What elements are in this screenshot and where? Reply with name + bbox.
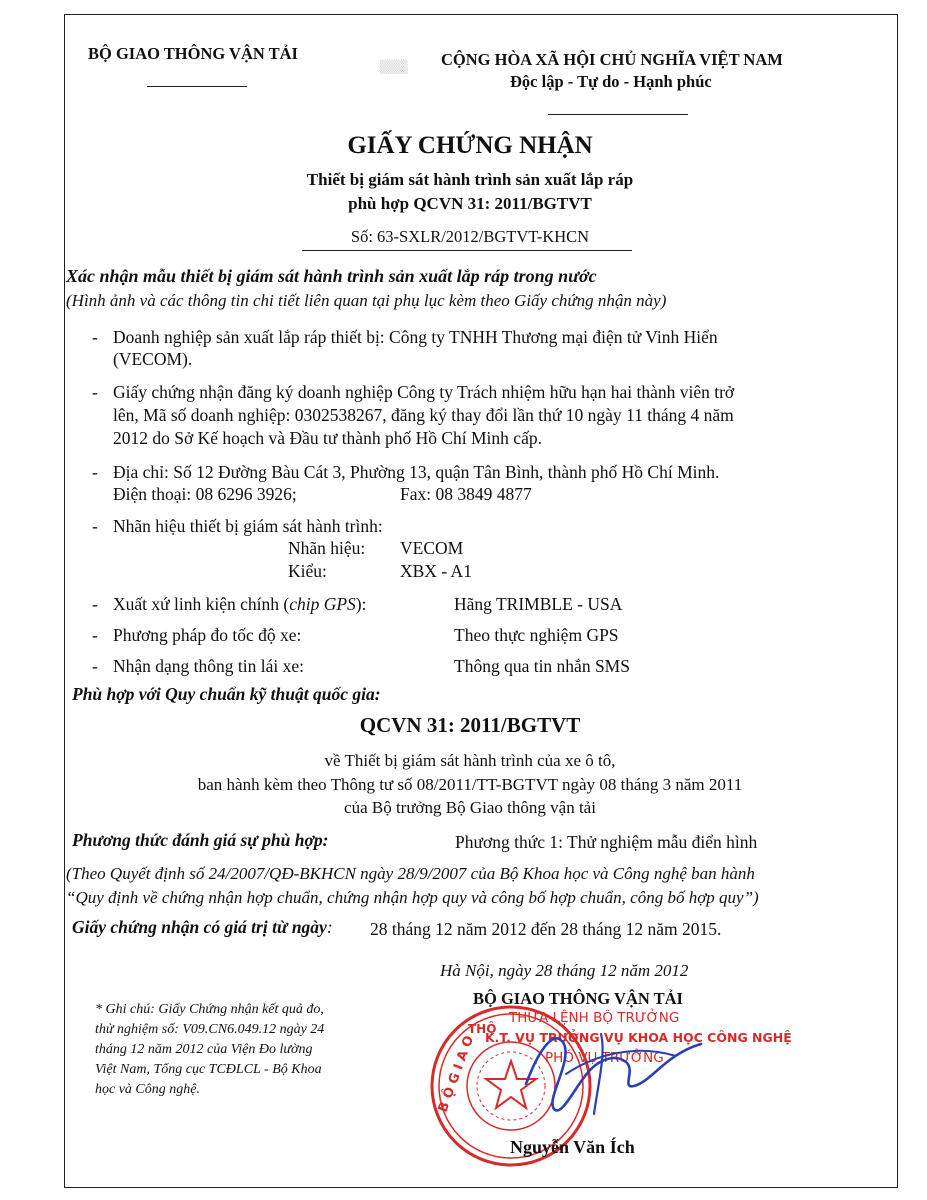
origin-label: [113, 594, 367, 615]
address-text: Địa chỉ: Số 12 Đường Bàu Cát 3, Phường 13, quận Tân Bình, thành phố Hồ Chí Minh.: [113, 462, 720, 482]
national-motto: Độc lập - Tự do - Hạnh phúc: [510, 72, 712, 91]
speed-label: Phương pháp đo tốc độ xe:: [113, 625, 302, 645]
assessment-note2: “Quy định về chứng nhận hợp chuẩn, chứng nhận hợp quy và công bố hợp chuẩn, công bố hợp quy”): [66, 888, 759, 907]
faded-stamp-mark: ▒▒▒: [380, 60, 408, 74]
footnote-line3: tháng 12 năm 2012 của Viện Đo lường: [95, 1042, 313, 1057]
footnote-line1: * Ghi chú: Giấy Chứng nhận kết quả đo,: [95, 1002, 324, 1017]
registration-line2: lên, Mã số doanh nghiệp: 0302538267, đăng ký thay đổi lần thứ 10 ngày 11 tháng 4 năm: [113, 405, 734, 425]
handwritten-signature: [506, 1014, 716, 1124]
enterprise-line1: Doanh nghiệp sản xuất lắp ráp thiết bị: Công ty TNHH Thương mại điện tử Vinh Hiển: [113, 327, 718, 347]
stamp-text-line1: THỪA LỆNH BỘ TRƯỞNG: [509, 1010, 680, 1026]
ministry-underline: [147, 86, 247, 87]
footnote-line2: thử nghiệm số: V09.CN6.049.12 ngày 24: [95, 1022, 325, 1037]
certificate-number: Số: 63-SXLR/2012/BGTVT-KHCN: [350, 227, 590, 246]
confirm-note: (Hình ảnh và các thông tin chi tiết liên quan tại phụ lục kèm theo Giấy chứng nhận này): [66, 291, 667, 310]
assessment-value: Phương thức 1: Thử nghiệm mẫu điển hình: [455, 832, 758, 852]
registration-line1: Giấy chứng nhận đăng ký doanh nghiệp Công ty Trách nhiệm hữu hạn hai thành viên trở: [113, 382, 735, 402]
origin-value: Hãng TRIMBLE - USA: [454, 594, 623, 614]
model-value: XBX - A1: [400, 561, 472, 581]
origin-label-chip: chip GPS: [289, 594, 356, 614]
assessment-note1: (Theo Quyết định số 24/2007/QĐ-BKHCN ngày 28/9/2007 của Bộ Khoa học và Công nghệ ban hành: [66, 864, 755, 883]
assessment-label: Phương thức đánh giá sự phù hợp:: [72, 830, 329, 850]
compliance-heading: Phù hợp với Quy chuẩn kỹ thuật quốc gia:: [72, 684, 381, 704]
enterprise-line2: (VECOM).: [113, 349, 193, 369]
model-label: Kiểu:: [288, 561, 327, 581]
footnote-line5: học và Công nghệ.: [95, 1082, 200, 1097]
validity-value: 28 tháng 12 năm 2012 đến 28 tháng 12 năm 2015.: [370, 919, 722, 939]
svg-text:THÔ: THÔ: [468, 1022, 497, 1036]
motto-underline: [548, 114, 688, 115]
validity-colon: :: [326, 917, 333, 937]
phone-text: Điện thoại: 08 6296 3926;: [113, 484, 297, 504]
confirm-heading: Xác nhận mẫu thiết bị giám sát hành trình sản xuất lắp ráp trong nước: [66, 266, 597, 286]
standard-code: QCVN 31: 2011/BGTVT: [359, 713, 581, 737]
item-dash: -: [92, 327, 98, 347]
origin-label-end: ):: [355, 594, 367, 614]
validity-label: Giấy chứng nhận có giá trị từ ngày: [72, 917, 327, 937]
item-dash: -: [92, 625, 98, 645]
stamp-text-line2: K.T. VỤ TRƯỞNG VỤ KHOA HỌC CÔNG NGHỆ: [485, 1030, 792, 1045]
footnote-line4: Việt Nam, Tổng cục TCĐLCL - Bộ Khoa: [95, 1062, 322, 1077]
item-dash: -: [92, 656, 98, 676]
item-dash: -: [92, 382, 98, 402]
driver-value: Thông qua tin nhắn SMS: [454, 656, 630, 676]
item-dash: -: [92, 516, 98, 536]
driver-label: Nhận dạng thông tin lái xe:: [113, 656, 305, 676]
origin-label-start: Xuất xứ linh kiện chính (: [113, 594, 290, 614]
item-dash: -: [92, 462, 98, 482]
signer-name: Nguyễn Văn Ích: [510, 1137, 635, 1157]
subtitle-line1: Thiết bị giám sát hành trình sản xuất lắp ráp: [306, 170, 634, 189]
compliance-line1: về Thiết bị giám sát hành trình của xe ô tô,: [324, 751, 616, 770]
registration-line3: 2012 do Sở Kế hoạch và Đầu tư thành phố Hồ Chí Minh cấp.: [113, 428, 542, 448]
certificate-title: GIẤY CHỨNG NHẬN: [347, 132, 593, 159]
republic-name: CỘNG HÒA XÃ HỘI CHỦ NGHĨA VIỆT NAM: [441, 50, 783, 69]
brand-heading: Nhãn hiệu thiết bị giám sát hành trình:: [113, 516, 383, 536]
compliance-line2: ban hành kèm theo Thông tư số 08/2011/TT-BGTVT ngày 08 tháng 3 năm 2011: [197, 775, 743, 794]
compliance-line3: của Bộ trưởng Bộ Giao thông vận tải: [344, 798, 596, 817]
speed-value: Theo thực nghiệm GPS: [454, 625, 619, 645]
signer-organization: BỘ GIAO THÔNG VẬN TẢI: [473, 989, 683, 1008]
number-underline: [302, 250, 632, 251]
validity-row: [72, 917, 333, 938]
place-date: Hà Nội, ngày 28 tháng 12 năm 2012: [440, 961, 689, 980]
stamp-text-line3: PHÓ VỤ TRƯỞNG: [545, 1050, 664, 1066]
item-dash: -: [92, 594, 98, 614]
fax-text: Fax: 08 3849 4877: [400, 484, 532, 504]
brand-value: VECOM: [400, 538, 464, 558]
ministry-name: BỘ GIAO THÔNG VẬN TẢI: [88, 44, 298, 63]
brand-label: Nhãn hiệu:: [288, 538, 366, 558]
svg-text:B Ộ G I A O: B Ộ G I A O: [435, 1033, 478, 1115]
subtitle-line2: phù hợp QCVN 31: 2011/BGTVT: [348, 194, 592, 213]
